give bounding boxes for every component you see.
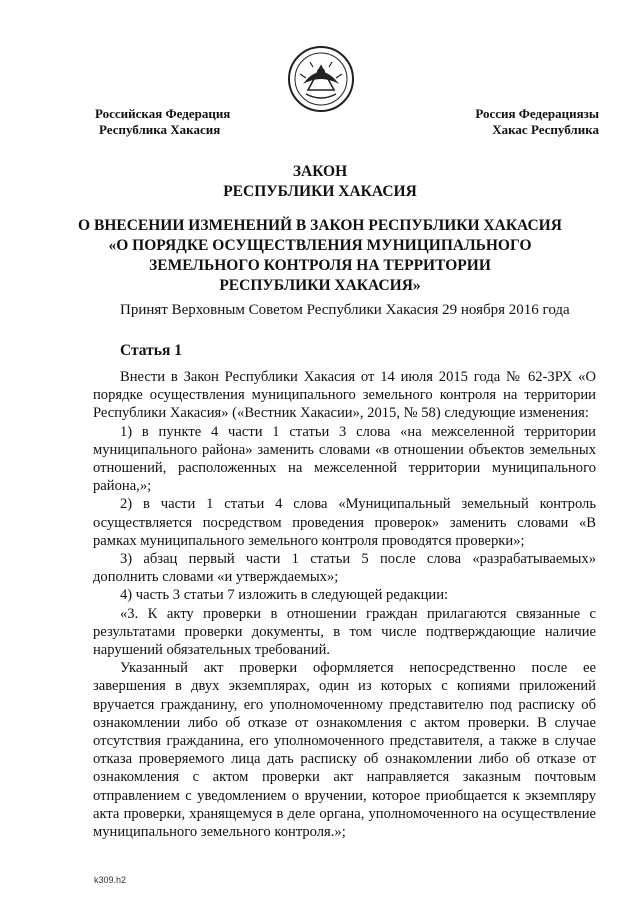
paragraph: 4) часть 3 статьи 7 изложить в следующей редакции: [120,587,449,604]
title-republic: РЕСПУБЛИКИ ХАКАСИЯ [223,183,417,200]
title-subject [0,216,640,296]
header-right [469,106,599,138]
header-right-line1: Россия Федерациязы [475,106,599,121]
article-heading: Статья 1 [120,342,182,359]
paragraph: 1) в пункте 4 части 1 статьи 3 слова «на межселенной территории муниципального района» заменить словами «в отношении объектов земельных отношений, расположенных на межселенной территории муниципального района,»; [93,423,596,495]
title-law: ЗАКОН [292,163,348,180]
footer-code: k309.h2 [94,875,127,885]
paragraph: Указанный акт проверки оформляется непосредственно после ее завершения в двух экземплярах, один из которых с копиями приложений вручается гражданину, его уполномоченному представителю под расписку об ознакомлении либо об отказе от ознакомления с актом проверки. В случае отсутствия гражданина, его уполномоченного представителя, а также в случае отказа проверяемого лица дать расписку об ознакомлении либо об отказе от ознакомления с актом проверки акт направляется заказным почтовым отправлением с уведомлением о вручении, которое приобщается к экземпляру акта проверки, хранящемуся в деле органа, уполномоченного на осуществление муниципального земельного контроля.»; [93,660,596,841]
republic-emblem-icon [286,44,356,114]
paragraph: 3) абзац первый части 1 статьи 5 после слова «разрабатываемых» дополнить словами «и утверждаемых»; [93,551,596,586]
header-left-line2: Республика Хакасия [99,122,221,137]
paragraph: 2) в части 1 статьи 4 слова «Муниципальный земельный контроль осуществляется посредством проведения проверок» заменить словами «В рамках муниципального земельного контроля проводятся проверки»; [93,496,596,549]
header-left-line1: Российская Федерация [95,106,231,121]
title-subject-line: О ВНЕСЕНИИ ИЗМЕНЕНИЙ В ЗАКОН РЕСПУБЛИКИ ХАКАСИЯ [78,217,562,234]
paragraph: «3. К акту проверки в отношении граждан прилагаются связанные с результатами проверки документы, в том числе подтверждающие наличие нарушений обязательных требований. [93,605,596,659]
header-left [95,106,230,138]
title-subject-line: ЗЕМЕЛЬНОГО КОНТРОЛЯ НА ТЕРРИТОРИИ [149,257,491,274]
adoption-statement: Принят Верховным Советом Республики Хакасия 29 ноября 2016 года [120,302,570,318]
paragraph: Внести в Закон Республики Хакасия от 14 июля 2015 года № 62-ЗРХ «О порядке осуществления муниципального земельного контроля на территории Республики Хакасия» («Вестник Хакасии», 2015, № 58) следующие изменения: [93,369,596,422]
title-subject-line: «О ПОРЯДКЕ ОСУЩЕСТВЛЕНИЯ МУНИЦИПАЛЬНОГО [108,237,532,254]
document-title [0,162,640,296]
article-body [93,368,596,841]
title-subject-line: РЕСПУБЛИКИ ХАКАСИЯ» [219,277,421,294]
header-right-line2: Хакас Республика [492,122,599,137]
